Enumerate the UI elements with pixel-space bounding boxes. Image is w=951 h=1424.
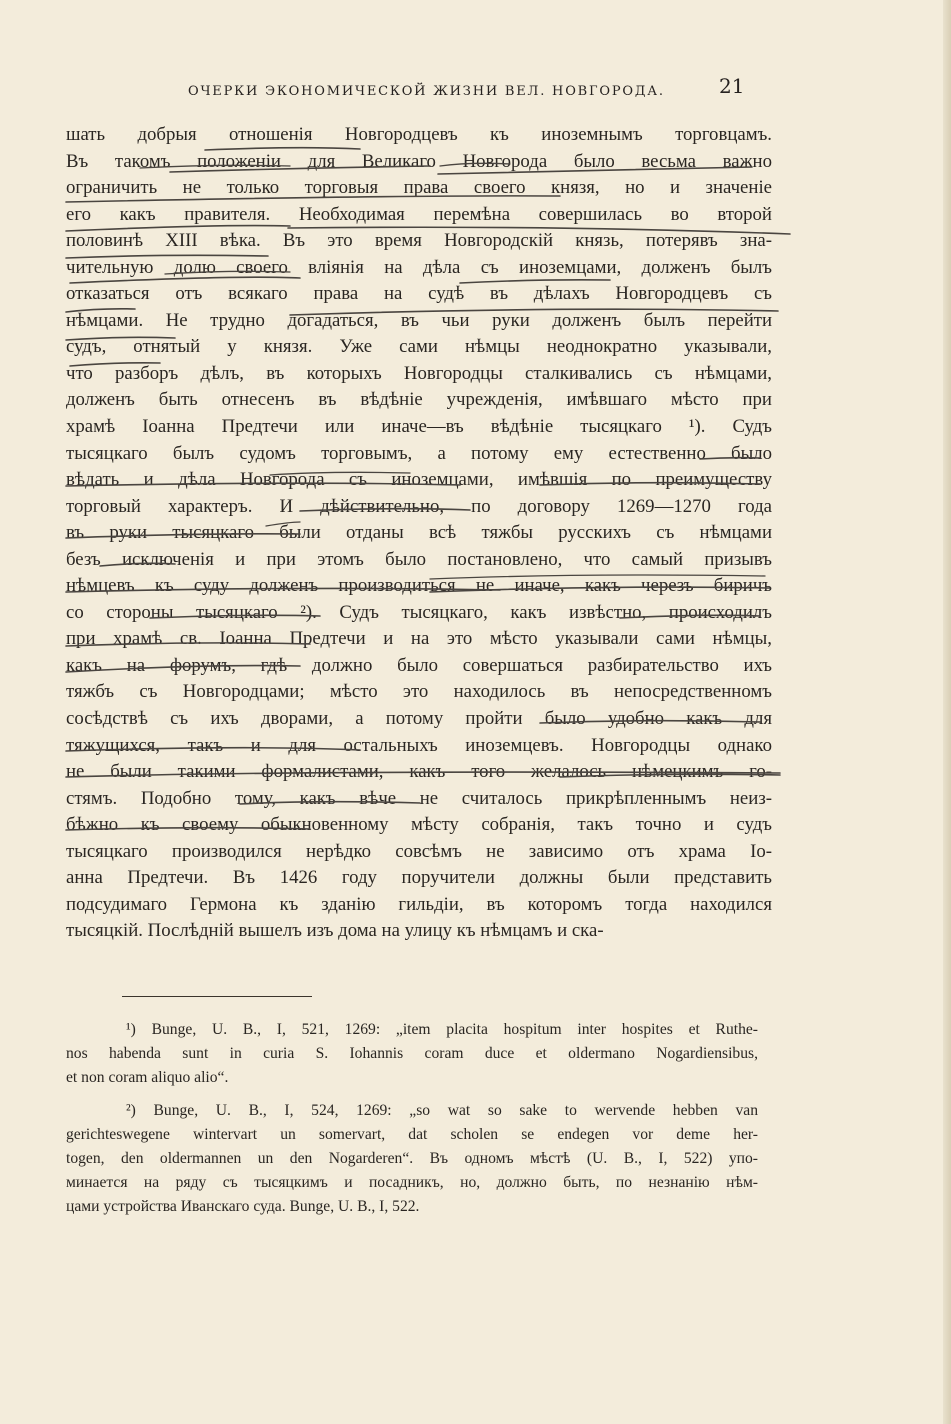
text-line: сосѣдствѣ съ ихъ дворами, а потому пройти было удобно какъ для: [66, 708, 772, 730]
footnote-1: [66, 1018, 758, 1091]
text-line: не были такими формалистами, какъ того желалось нѣмецкимъ го-: [66, 761, 772, 783]
text-line: тяжбъ съ Новгородцами; мѣсто это находилось въ непосредственномъ: [66, 681, 772, 703]
text-line: нѣмцами. Не трудно догадаться, въ чьи руки долженъ былъ перейти: [66, 309, 772, 331]
text-line: половинѣ XIII вѣка. Въ это время Новгородскій князь, потерявъ зна-: [66, 230, 772, 252]
text-line: чительную долю своего вліянія на дѣла съ иноземцами, долженъ былъ: [66, 256, 772, 278]
text-line: храмѣ Іоанна Предтечи или иначе—въ вѣдѣніе тысяцкаго ¹). Судъ: [66, 416, 772, 438]
footnote-line: минается на ряду съ тысяцкимъ и посадникъ, но, должно быть, по незнанію нѣм-: [66, 1174, 758, 1192]
text-line: Въ такомъ положеніи для Великаго Новгорода было весьма важно: [66, 150, 772, 172]
text-line: какъ на форумъ, гдѣ должно было совершаться разбирательство ихъ: [66, 654, 772, 676]
text-line: судъ, отнятый у князя. Уже сами нѣмцы неоднократно указывали,: [66, 336, 772, 358]
text-line: подсудимаго Гермона къ зданію гильдіи, въ которомъ тогда находился: [66, 893, 772, 915]
text-line: ограничить не только торговыя права своего князя, но и значеніе: [66, 177, 772, 199]
footnote-divider: [122, 996, 312, 997]
text-line: тяжущихся, такъ и для остальныхъ иноземцевъ. Новгородцы однако: [66, 734, 772, 756]
text-line: его какъ правителя. Необходимая перемѣна совершилась во второй: [66, 203, 772, 225]
text-line: тысяцкаго былъ судомъ торговымъ, а потому ему естественно было: [66, 442, 772, 464]
text-line: анна Предтечи. Въ 1426 году поручители должны были представить: [66, 867, 772, 889]
text-line: тысяцкій. Послѣдній вышелъ изъ дома на улицу къ нѣмцамъ и ска-: [66, 920, 604, 942]
text-line: со стороны тысяцкаго ²). Судъ тысяцкаго, какъ извѣстно, происходилъ: [66, 601, 772, 623]
text-line: шать добрыя отношенія Новгородцевъ къ иноземнымъ торговцамъ.: [66, 124, 772, 145]
text-line: торговый характеръ. И дѣйствительно, по договору 1269—1270 года: [66, 495, 772, 517]
main-text-block: [66, 122, 772, 945]
footnote-line: цами устройства Иванскаго суда. Bunge, U. B., I, 522.: [66, 1198, 420, 1216]
footnote-line: et non coram aliquo alio“.: [66, 1069, 229, 1087]
footnote-line: togen, den oldermannen un den Nogarderen“. Въ одномъ мѣстѣ (U. B., I, 522) упо-: [66, 1149, 758, 1167]
text-line: вѣдать и дѣла Новгорода съ иноземцами, имѣвшія по преимуществу: [66, 469, 772, 491]
footnote-2: [66, 1099, 758, 1220]
footnote-line: ²) Bunge, U. B., I, 524, 1269: „so wat so sake to wervende hebben van: [126, 1101, 758, 1119]
text-line: тысяцкаго производился нерѣдко совсѣмъ не зависимо отъ храма Іо-: [66, 840, 772, 862]
footnote-line: ¹) Bunge, U. B., I, 521, 1269: „item placita hospitum inter hospites et Ruthe-: [126, 1021, 758, 1038]
text-line: стямъ. Подобно тому, какъ вѣче не считалось прикрѣпленнымъ неиз-: [66, 787, 772, 809]
footnote-line: nos habenda sunt in curia S. Iohannis coram duce et oldermano Nogardiensibus,: [66, 1045, 758, 1063]
page-edge-shadow: [943, 0, 951, 1424]
text-line: нѣмцевъ къ суду долженъ производиться не иначе, какъ черезъ биричъ: [66, 575, 772, 597]
running-title: ОЧЕРКИ ЭКОНОМИЧЕСКОЙ ЖИЗНИ ВЕЛ. НОВГОРОДА.: [188, 84, 665, 99]
text-line: отказаться отъ всякаго права на судѣ въ дѣлахъ Новгородцевъ съ: [66, 283, 772, 305]
text-line: въ руки тысяцкаго были отданы всѣ тяжбы русскихъ съ нѣмцами: [66, 522, 772, 544]
footnotes-block: [66, 1018, 758, 1228]
text-line: что разборъ дѣлъ, въ которыхъ Новгородцы сталкивались съ нѣмцами,: [66, 362, 772, 384]
text-line: долженъ быть отнесенъ въ вѣдѣніе учрежденія, имѣвшаго мѣсто при: [66, 389, 772, 411]
text-line: безъ исключенія и при этомъ было постановлено, что самый призывъ: [66, 548, 772, 570]
footnote-line: gerichteswegene wintervart un somervart, dat scholen se endegen vor deme her-: [66, 1125, 758, 1143]
text-line: бѣжно къ своему обыкновенному мѣсту собранія, такъ точно и судъ: [66, 814, 772, 836]
text-line: при храмѣ св. Іоанна Предтечи и на это мѣсто указывали сами нѣмцы,: [66, 628, 772, 650]
page-number: 21: [719, 74, 745, 98]
